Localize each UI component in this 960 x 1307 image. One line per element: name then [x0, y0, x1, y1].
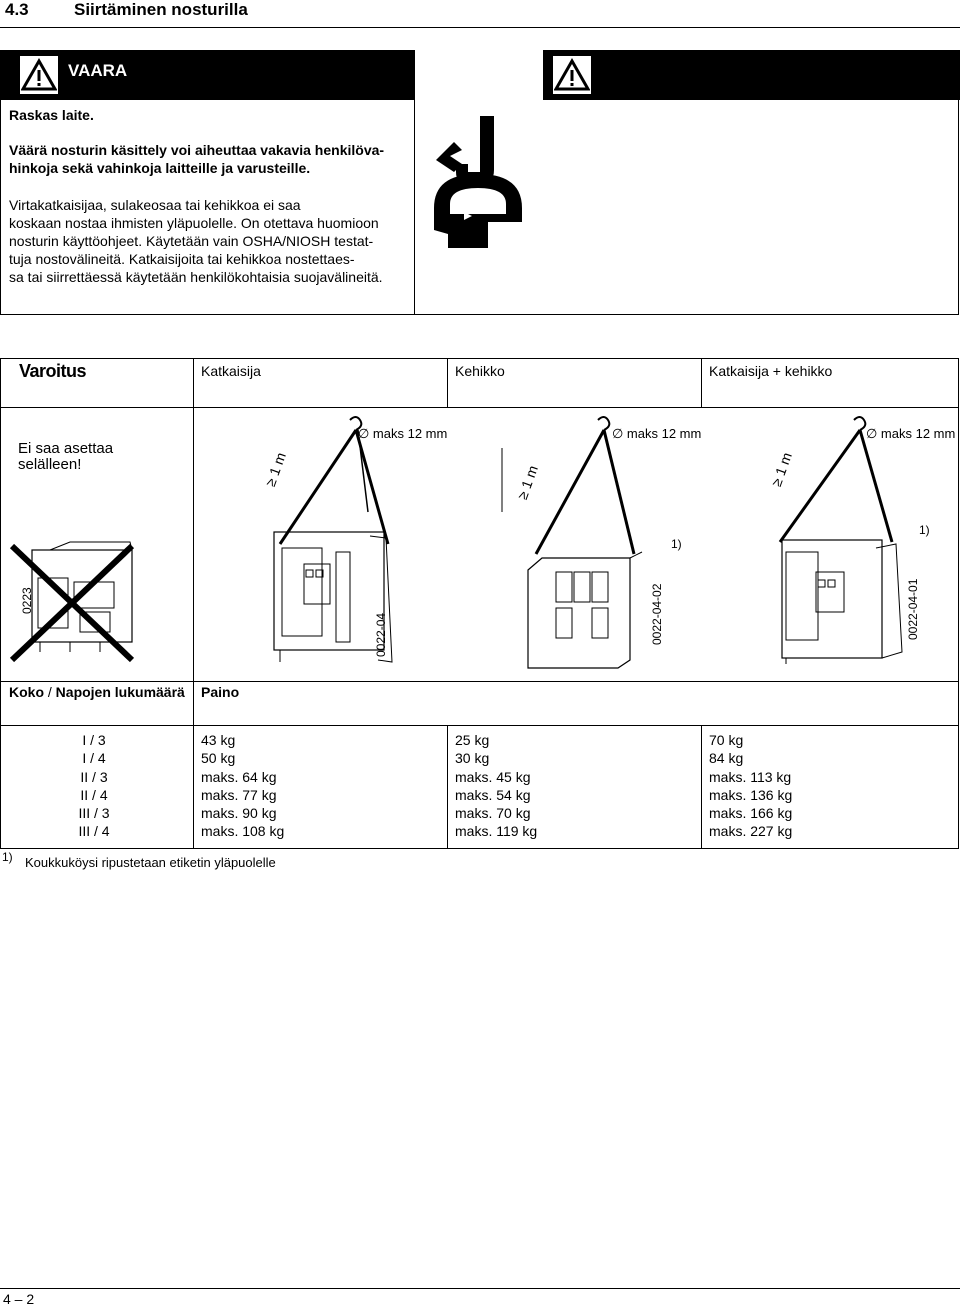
sling-length-label: ≥ 1 m — [768, 450, 795, 489]
consequence-line: Väärä nosturin käsittely voi aiheuttaa vakavia henkilöva- — [9, 142, 385, 158]
weight-item: 84 kg — [709, 750, 744, 767]
danger-label: VAARA — [68, 61, 128, 80]
weight-item: maks. 136 kg — [709, 786, 793, 803]
weights-kehikko — [455, 731, 537, 841]
danger-consequence — [9, 141, 384, 177]
instruction-line: tuja nostovälineitä. Katkaisijoita tai kehikkoa nostettaes- — [9, 251, 355, 267]
table-left — [0, 358, 1, 848]
table-col3a — [701, 358, 702, 408]
sling-diameter-label: ∅ maks 12 mm — [358, 426, 448, 441]
table-right — [958, 358, 959, 848]
instruction-line: nosturin käyttöohjeet. Käytetään vain OSHA/NIOSH testat- — [9, 233, 374, 249]
footnote-ref: 1) — [671, 537, 682, 551]
consequence-line: hinkoja sekä vahinkoja laitteille ja varusteille. — [9, 160, 311, 176]
sling-length-label: ≥ 1 m — [262, 450, 289, 489]
instruction-line: Virtakatkaisijaa, sulakeosaa tai kehikkoa ei saa — [9, 197, 301, 213]
footnote-mark: 1) — [2, 850, 13, 864]
page-number: 4 – 2 — [3, 1291, 35, 1307]
footer-rule — [0, 1288, 960, 1289]
size-item: I / 3 — [82, 732, 106, 748]
weight-item: 25 kg — [455, 732, 490, 748]
sling-diameter-label: ∅ maks 12 mm — [866, 426, 956, 441]
size-item: II / 3 — [80, 768, 108, 785]
weight-item: 70 kg — [709, 732, 744, 748]
table-weight-header-bottom — [0, 725, 959, 726]
weight-item: maks. 70 kg — [455, 805, 531, 822]
warning-title: Varoitus — [19, 361, 87, 381]
footnote-text: Koukkuköysi ripustetaan etiketin yläpuolelle — [25, 855, 276, 870]
figure-code: 0022-04-01 — [906, 578, 920, 640]
size-list — [60, 731, 128, 841]
footnote-ref: 1) — [919, 523, 930, 537]
column-header-kehikko: Kehikko — [455, 363, 505, 379]
frame-lift-figure — [500, 412, 670, 670]
weights-yhdistelma — [709, 731, 792, 841]
heading-rule — [0, 27, 960, 28]
danger-frame-mid — [414, 50, 415, 315]
no-back-line: Ei saa asettaa — [18, 440, 114, 457]
warning-triangle-icon — [20, 56, 58, 94]
breaker-on-back-figure — [10, 538, 170, 666]
table-header-bottom — [0, 407, 959, 408]
section-number: 4.3 — [5, 0, 29, 19]
figure-code: 0022-04-02 — [650, 583, 664, 645]
table-col1 — [193, 358, 194, 848]
weight-item: maks. 113 kg — [709, 768, 792, 785]
size-item: II / 4 — [80, 786, 108, 803]
danger-header-bar — [0, 50, 414, 100]
crane-hook-head-icon — [428, 112, 528, 252]
table-col3b — [701, 725, 702, 848]
figure-code: 0223 — [20, 587, 34, 614]
weight-item: 43 kg — [201, 732, 236, 748]
instruction-line: koskaan nostaa ihmisten yläpuolelle. On otettava huomioon — [9, 215, 379, 231]
size-header — [9, 684, 185, 700]
weight-item: maks. 45 kg — [455, 768, 531, 785]
size-header-koko: Koko — [9, 684, 44, 700]
size-item: III / 3 — [78, 805, 110, 822]
danger-heading: Raskas laite. — [9, 107, 94, 123]
weight-item: 30 kg — [455, 750, 490, 767]
weight-header: Paino — [201, 684, 240, 700]
weight-item: maks. 227 kg — [709, 823, 793, 840]
weight-item: maks. 108 kg — [201, 823, 285, 840]
no-back-line: selälleen! — [18, 456, 82, 473]
weight-item: maks. 54 kg — [455, 786, 531, 803]
size-item: III / 4 — [78, 823, 110, 840]
column-header-yhdistelma: Katkaisija + kehikko — [709, 363, 833, 379]
table-col2a — [447, 358, 448, 408]
weights-katkaisija — [201, 731, 284, 841]
weight-item: maks. 64 kg — [201, 768, 277, 785]
danger-instructions — [9, 196, 383, 286]
weight-item: maks. 77 kg — [201, 786, 277, 803]
column-header-katkaisija: Katkaisija — [201, 363, 261, 379]
size-item: I / 4 — [82, 750, 106, 767]
sling-diameter-label: ∅ maks 12 mm — [612, 426, 702, 441]
weight-item: maks. 166 kg — [709, 805, 793, 822]
size-header-sep: / — [44, 684, 56, 700]
instruction-line: sa tai siirrettäessä käytetään henkilökohtaisia suojavälineitä. — [9, 269, 383, 285]
table-top — [0, 358, 959, 359]
sling-length-label: ≥ 1 m — [514, 463, 541, 502]
weight-item: 50 kg — [201, 750, 236, 767]
table-fig-bottom — [0, 681, 959, 682]
size-header-napojen: Napojen lukumäärä — [55, 684, 185, 700]
figure-code: 0022-04 — [374, 612, 388, 657]
table-col2b — [447, 725, 448, 848]
danger-frame-bottom — [0, 314, 959, 315]
section-title: Siirtäminen nosturilla — [74, 0, 248, 19]
weight-item: maks. 90 kg — [201, 805, 277, 822]
table-bottom — [0, 848, 959, 849]
warning-triangle-icon — [553, 56, 591, 94]
danger-header-bar-right — [543, 50, 960, 100]
no-back-warning — [18, 441, 113, 473]
weight-item: maks. 119 kg — [455, 823, 538, 840]
